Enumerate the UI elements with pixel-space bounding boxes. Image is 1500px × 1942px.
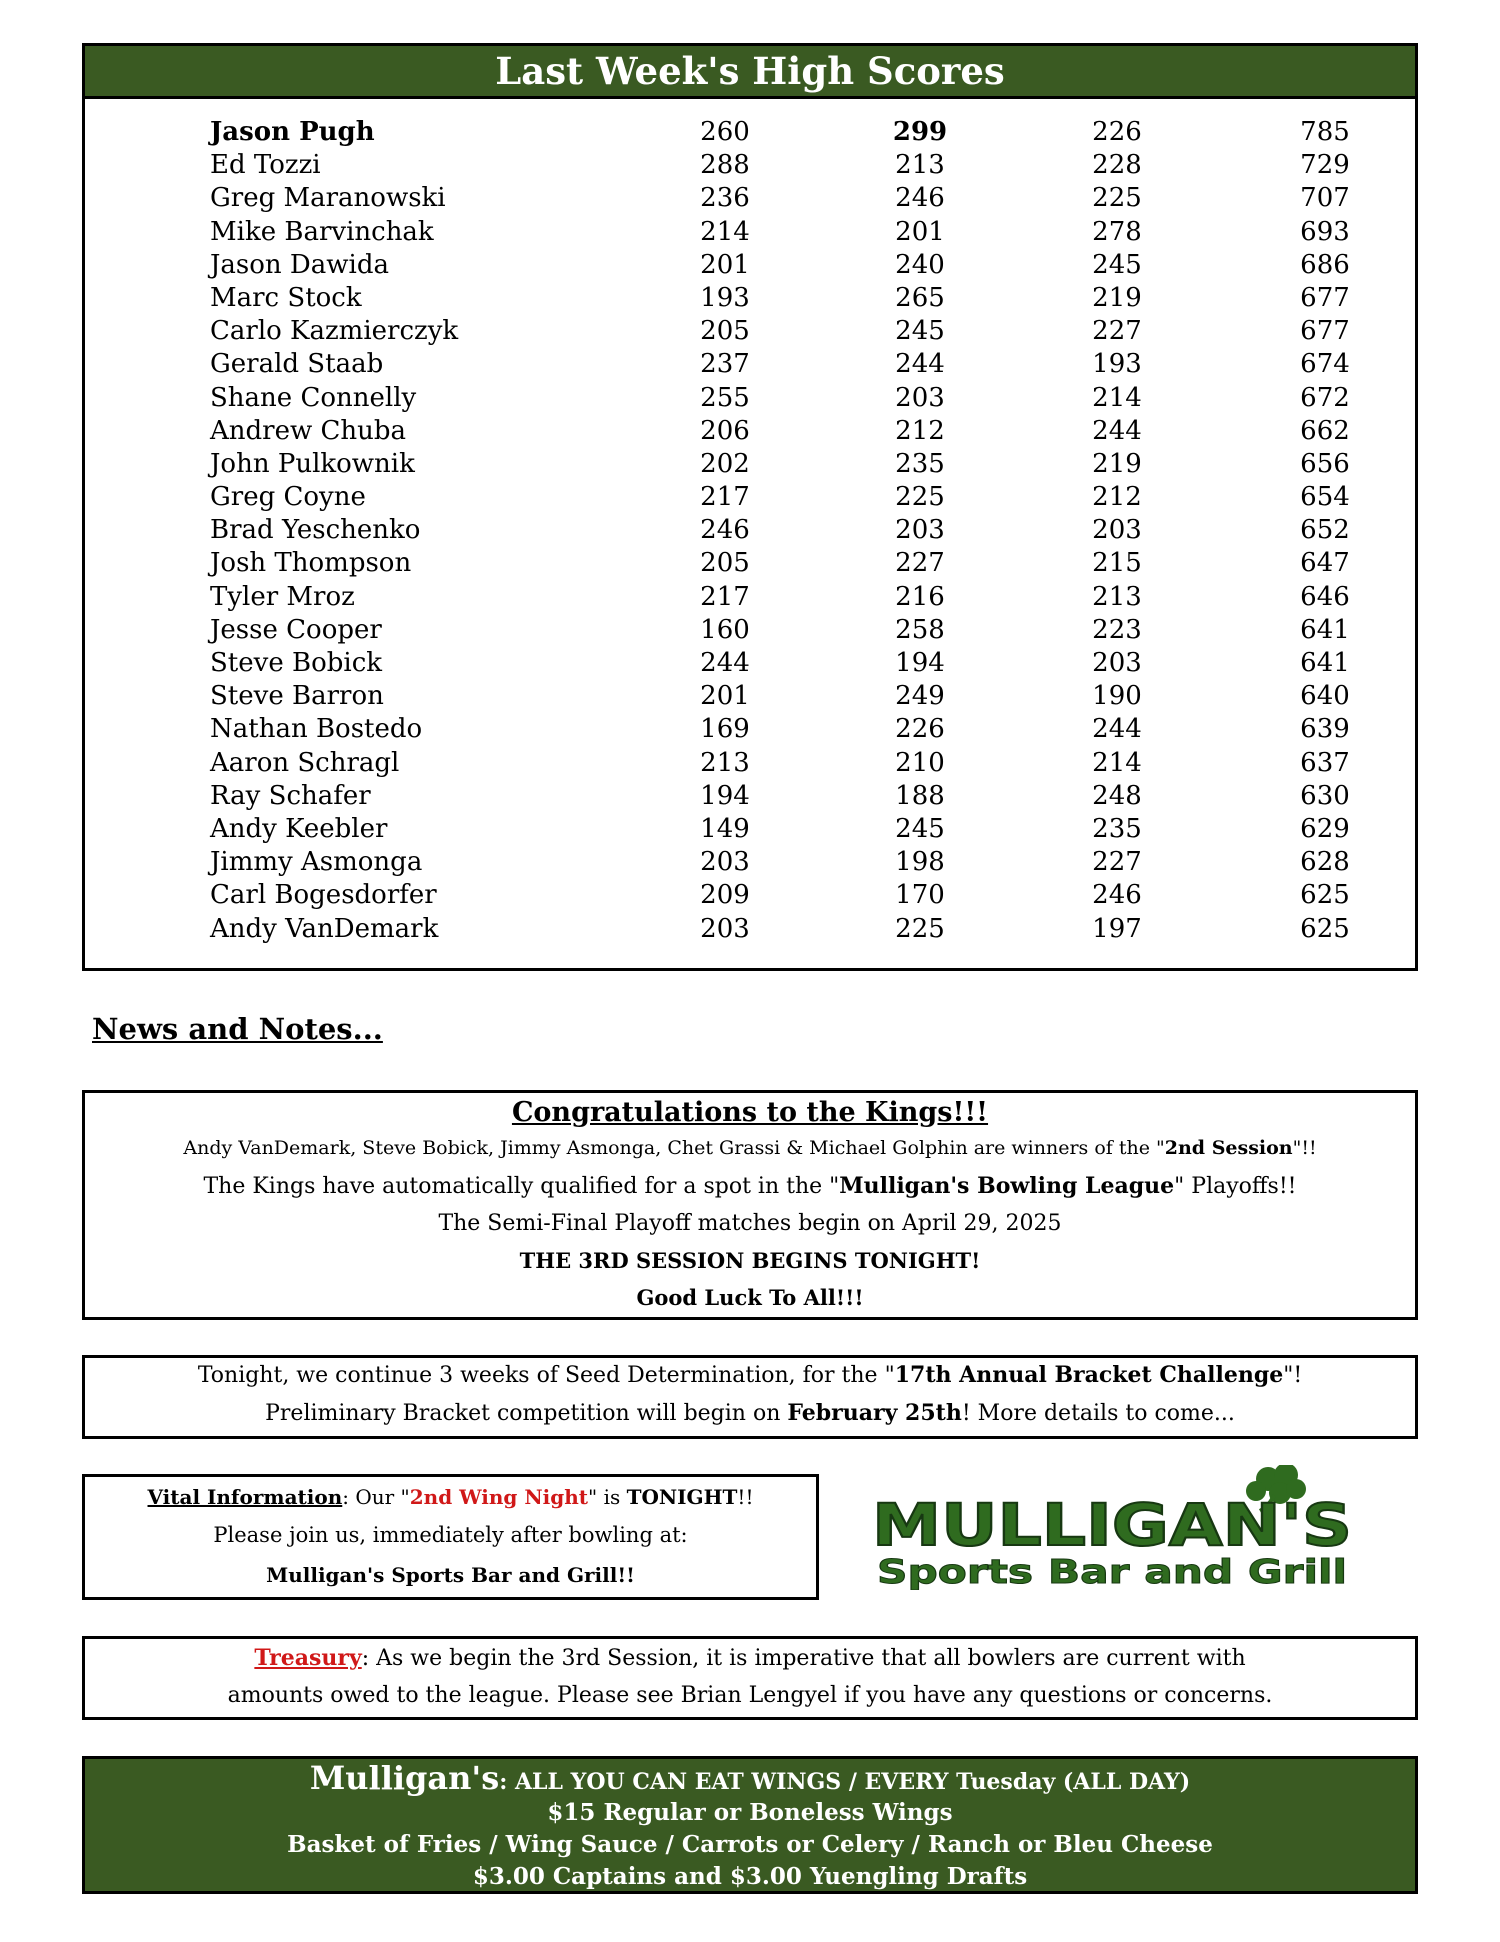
score-row [85,581,1415,614]
game-1-score: 217 [700,482,750,513]
vital-information [82,1474,819,1600]
score-row [85,547,1415,580]
footer-line-4: $3.00 Captains and $3.00 Yuengling Drafts [472,1863,1028,1890]
series-total: 674 [1300,349,1350,380]
game-3-score: 203 [1092,515,1142,546]
bowler-name: Andrew Chuba [210,415,407,446]
bowler-name: Steve Bobick [210,648,383,678]
bracket-notice [82,1355,1418,1439]
series-total: 647 [1300,548,1350,579]
game-3-score: 244 [1092,714,1142,745]
game-2-score: 225 [895,482,945,513]
score-row [85,182,1415,215]
series-total: 641 [1300,648,1350,678]
score-row [85,846,1415,879]
bracket-line-2: Preliminary Bracket competition will begin on February 25th! More details to come... [265,1400,1235,1426]
game-2-score: 216 [895,581,945,612]
series-total: 637 [1300,747,1350,778]
bowler-name: Andy VanDemark [210,913,439,944]
series-total: 652 [1300,515,1350,546]
bowler-name: Carl Bogesdorfer [210,880,437,911]
treasury-line-1: Treasury: As we begin the 3rd Session, it is imperative that all bowlers are current with [254,1645,1246,1671]
score-row [85,249,1415,282]
game-3-score: 214 [1092,747,1142,778]
game-3-score: 193 [1092,349,1142,380]
game-1-score: 206 [700,415,750,446]
game-1-score: 214 [700,216,750,247]
game-2-score: 235 [895,448,945,479]
bowler-name: Gerald Staab [210,349,384,380]
treasury-line-2: amounts owed to the league. Please see Brian Lengyel if you have any questions or concerns. [227,1683,1273,1708]
vital-line-2: Please join us, immediately after bowling at: [213,1523,688,1547]
bowler-name: Jason Dawida [210,249,389,280]
score-row [85,879,1415,912]
game-1-score: 193 [700,282,750,313]
kings-line-3: The Semi-Final Playoff matches begin on April 29, 2025 [438,1211,1062,1236]
mulligans-logo [860,1465,1365,1590]
kings-line-5: Good Luck To All!!! [636,1285,864,1310]
footer-line-2: $15 Regular or Boneless Wings [547,1799,953,1826]
bowler-name: Andy Keebler [210,813,388,844]
game-2-score: 198 [895,847,945,878]
score-row [85,415,1415,448]
game-2-score: 201 [895,216,945,247]
game-2-score: 210 [895,747,945,778]
series-total: 785 [1300,117,1350,147]
game-1-score: 236 [700,183,750,214]
series-total: 639 [1300,714,1350,745]
bowler-name: Carlo Kazmierczyk [210,316,459,347]
bowler-name: Aaron Schragl [210,747,400,778]
game-1-score: 205 [700,316,750,347]
game-3-score: 228 [1092,150,1142,181]
series-total: 686 [1300,249,1350,280]
game-2-score: 244 [895,349,945,380]
series-total: 662 [1300,415,1350,446]
treasury-notice [82,1636,1418,1720]
game-3-score: 212 [1092,482,1142,513]
bowler-name: Greg Coyne [210,482,366,513]
bowler-name: Nathan Bostedo [210,714,423,745]
game-1-score: 169 [700,714,750,745]
bowler-name: Shane Connelly [210,382,417,413]
high-scores-table [85,116,1415,946]
series-total: 677 [1300,316,1350,347]
game-2-score: 227 [895,548,945,579]
series-total: 693 [1300,216,1350,247]
game-2-score: 225 [895,913,945,944]
series-total: 729 [1300,150,1350,181]
high-scores-title: Last Week's High Scores [85,46,1415,99]
series-total: 672 [1300,382,1350,413]
series-total: 641 [1300,614,1350,645]
logo-subtitle: Sports Bar and Grill [877,1552,1347,1590]
game-3-score: 245 [1092,249,1142,280]
series-total: 628 [1300,847,1350,878]
game-3-score: 214 [1092,382,1142,413]
score-row [85,514,1415,547]
score-row [85,348,1415,381]
score-row [85,282,1415,315]
game-2-score: 265 [895,282,945,313]
score-row [85,813,1415,846]
game-3-score: 203 [1092,648,1142,678]
game-2-score: 188 [895,780,945,811]
game-3-score: 197 [1092,913,1142,944]
series-total: 677 [1300,282,1350,313]
bowler-name: Ray Schafer [210,780,371,811]
series-total: 707 [1300,183,1350,214]
game-3-score: 248 [1092,780,1142,811]
vital-line-1: Vital Information: Our "2nd Wing Night" is TONIGHT!! [147,1485,754,1509]
news-title: News and Notes... [92,1012,383,1046]
game-1-score: 201 [700,681,750,712]
score-row [85,614,1415,647]
game-2-score: 170 [895,880,945,911]
kings-line-2: The Kings have automatically qualified for a spot in the "Mulligan's Bowling League" Playoffs!! [203,1173,1297,1199]
mulligans-specials-banner [82,1756,1418,1894]
game-1-score: 260 [700,117,750,147]
score-row [85,913,1415,946]
game-3-score: 244 [1092,415,1142,446]
game-1-score: 160 [700,614,750,645]
game-2-score: 240 [895,249,945,280]
bowler-name: Marc Stock [210,282,362,313]
game-3-score: 226 [1092,117,1142,147]
series-total: 625 [1300,880,1350,911]
score-row [85,448,1415,481]
game-3-score: 246 [1092,880,1142,911]
logo-name: MULLIGAN'S [872,1491,1352,1559]
game-2-score: 212 [895,415,945,446]
bowler-name: John Pulkownik [210,448,415,479]
kings-line-1: Andy VanDemark, Steve Bobick, Jimmy Asmonga, Chet Grassi & Michael Golphin are winners of the "2nd Session"!! [183,1137,1317,1159]
game-1-score: 288 [700,150,750,181]
game-1-score: 202 [700,448,750,479]
game-3-score: 235 [1092,813,1142,844]
series-total: 646 [1300,581,1350,612]
game-3-score: 190 [1092,681,1142,712]
bracket-line-1: Tonight, we continue 3 weeks of Seed Determination, for the "17th Annual Bracket Challenge"! [197,1362,1303,1388]
game-3-score: 227 [1092,316,1142,347]
game-2-score: 249 [895,681,945,712]
footer-line-1: Mulligan's: ALL YOU CAN EAT WINGS / EVERY Tuesday (ALL DAY) [309,1759,1191,1797]
game-1-score: 237 [700,349,750,380]
game-1-score: 244 [700,648,750,678]
series-total: 654 [1300,482,1350,513]
game-3-score: 225 [1092,183,1142,214]
score-row [85,116,1415,149]
game-1-score: 246 [700,515,750,546]
game-1-score: 217 [700,581,750,612]
game-3-score: 219 [1092,282,1142,313]
game-1-score: 205 [700,548,750,579]
kings-heading: Congratulations to the Kings!!! [511,1097,989,1128]
game-3-score: 278 [1092,216,1142,247]
score-row [85,647,1415,680]
game-1-score: 255 [700,382,750,413]
score-row [85,747,1415,780]
vital-line-3: Mulligan's Sports Bar and Grill!! [266,1563,635,1587]
kings-announcement [82,1090,1418,1320]
game-3-score: 213 [1092,581,1142,612]
bowler-name: Mike Barvinchak [210,216,434,247]
bowler-name: Jesse Cooper [210,614,382,645]
game-2-score: 226 [895,714,945,745]
game-2-score: 299 [892,117,948,147]
game-2-score: 258 [895,614,945,645]
score-row [85,680,1415,713]
game-1-score: 213 [700,747,750,778]
footer-line-3: Basket of Fries / Wing Sauce / Carrots or Celery / Ranch or Bleu Cheese [287,1831,1213,1858]
score-row [85,780,1415,813]
score-row [85,713,1415,746]
game-1-score: 194 [700,780,750,811]
bowler-name: Ed Tozzi [210,150,321,181]
series-total: 656 [1300,448,1350,479]
game-2-score: 213 [895,150,945,181]
game-2-score: 203 [895,515,945,546]
bowler-name: Steve Barron [210,681,384,712]
game-2-score: 245 [895,316,945,347]
game-2-score: 246 [895,183,945,214]
score-row [85,149,1415,182]
game-1-score: 203 [700,847,750,878]
game-3-score: 227 [1092,847,1142,878]
bowler-name: Tyler Mroz [210,581,355,612]
game-2-score: 194 [895,648,945,678]
game-3-score: 215 [1092,548,1142,579]
bowler-name: Brad Yeschenko [210,515,421,546]
bowler-name: Greg Maranowski [210,183,446,214]
game-1-score: 201 [700,249,750,280]
game-3-score: 223 [1092,614,1142,645]
kings-line-4: THE 3RD SESSION BEGINS TONIGHT! [519,1248,981,1273]
game-1-score: 209 [700,880,750,911]
series-total: 629 [1300,813,1350,844]
bowler-name: Josh Thompson [210,548,412,579]
high-scores-panel [82,43,1418,971]
series-total: 630 [1300,780,1350,811]
game-2-score: 245 [895,813,945,844]
game-2-score: 203 [895,382,945,413]
series-total: 625 [1300,913,1350,944]
score-row [85,315,1415,348]
score-row [85,216,1415,249]
score-row [85,382,1415,415]
game-3-score: 219 [1092,448,1142,479]
series-total: 640 [1300,681,1350,712]
bowler-name: Jason Pugh [210,117,375,147]
bowler-name: Jimmy Asmonga [210,847,423,878]
score-row [85,481,1415,514]
game-1-score: 149 [700,813,750,844]
game-1-score: 203 [700,913,750,944]
